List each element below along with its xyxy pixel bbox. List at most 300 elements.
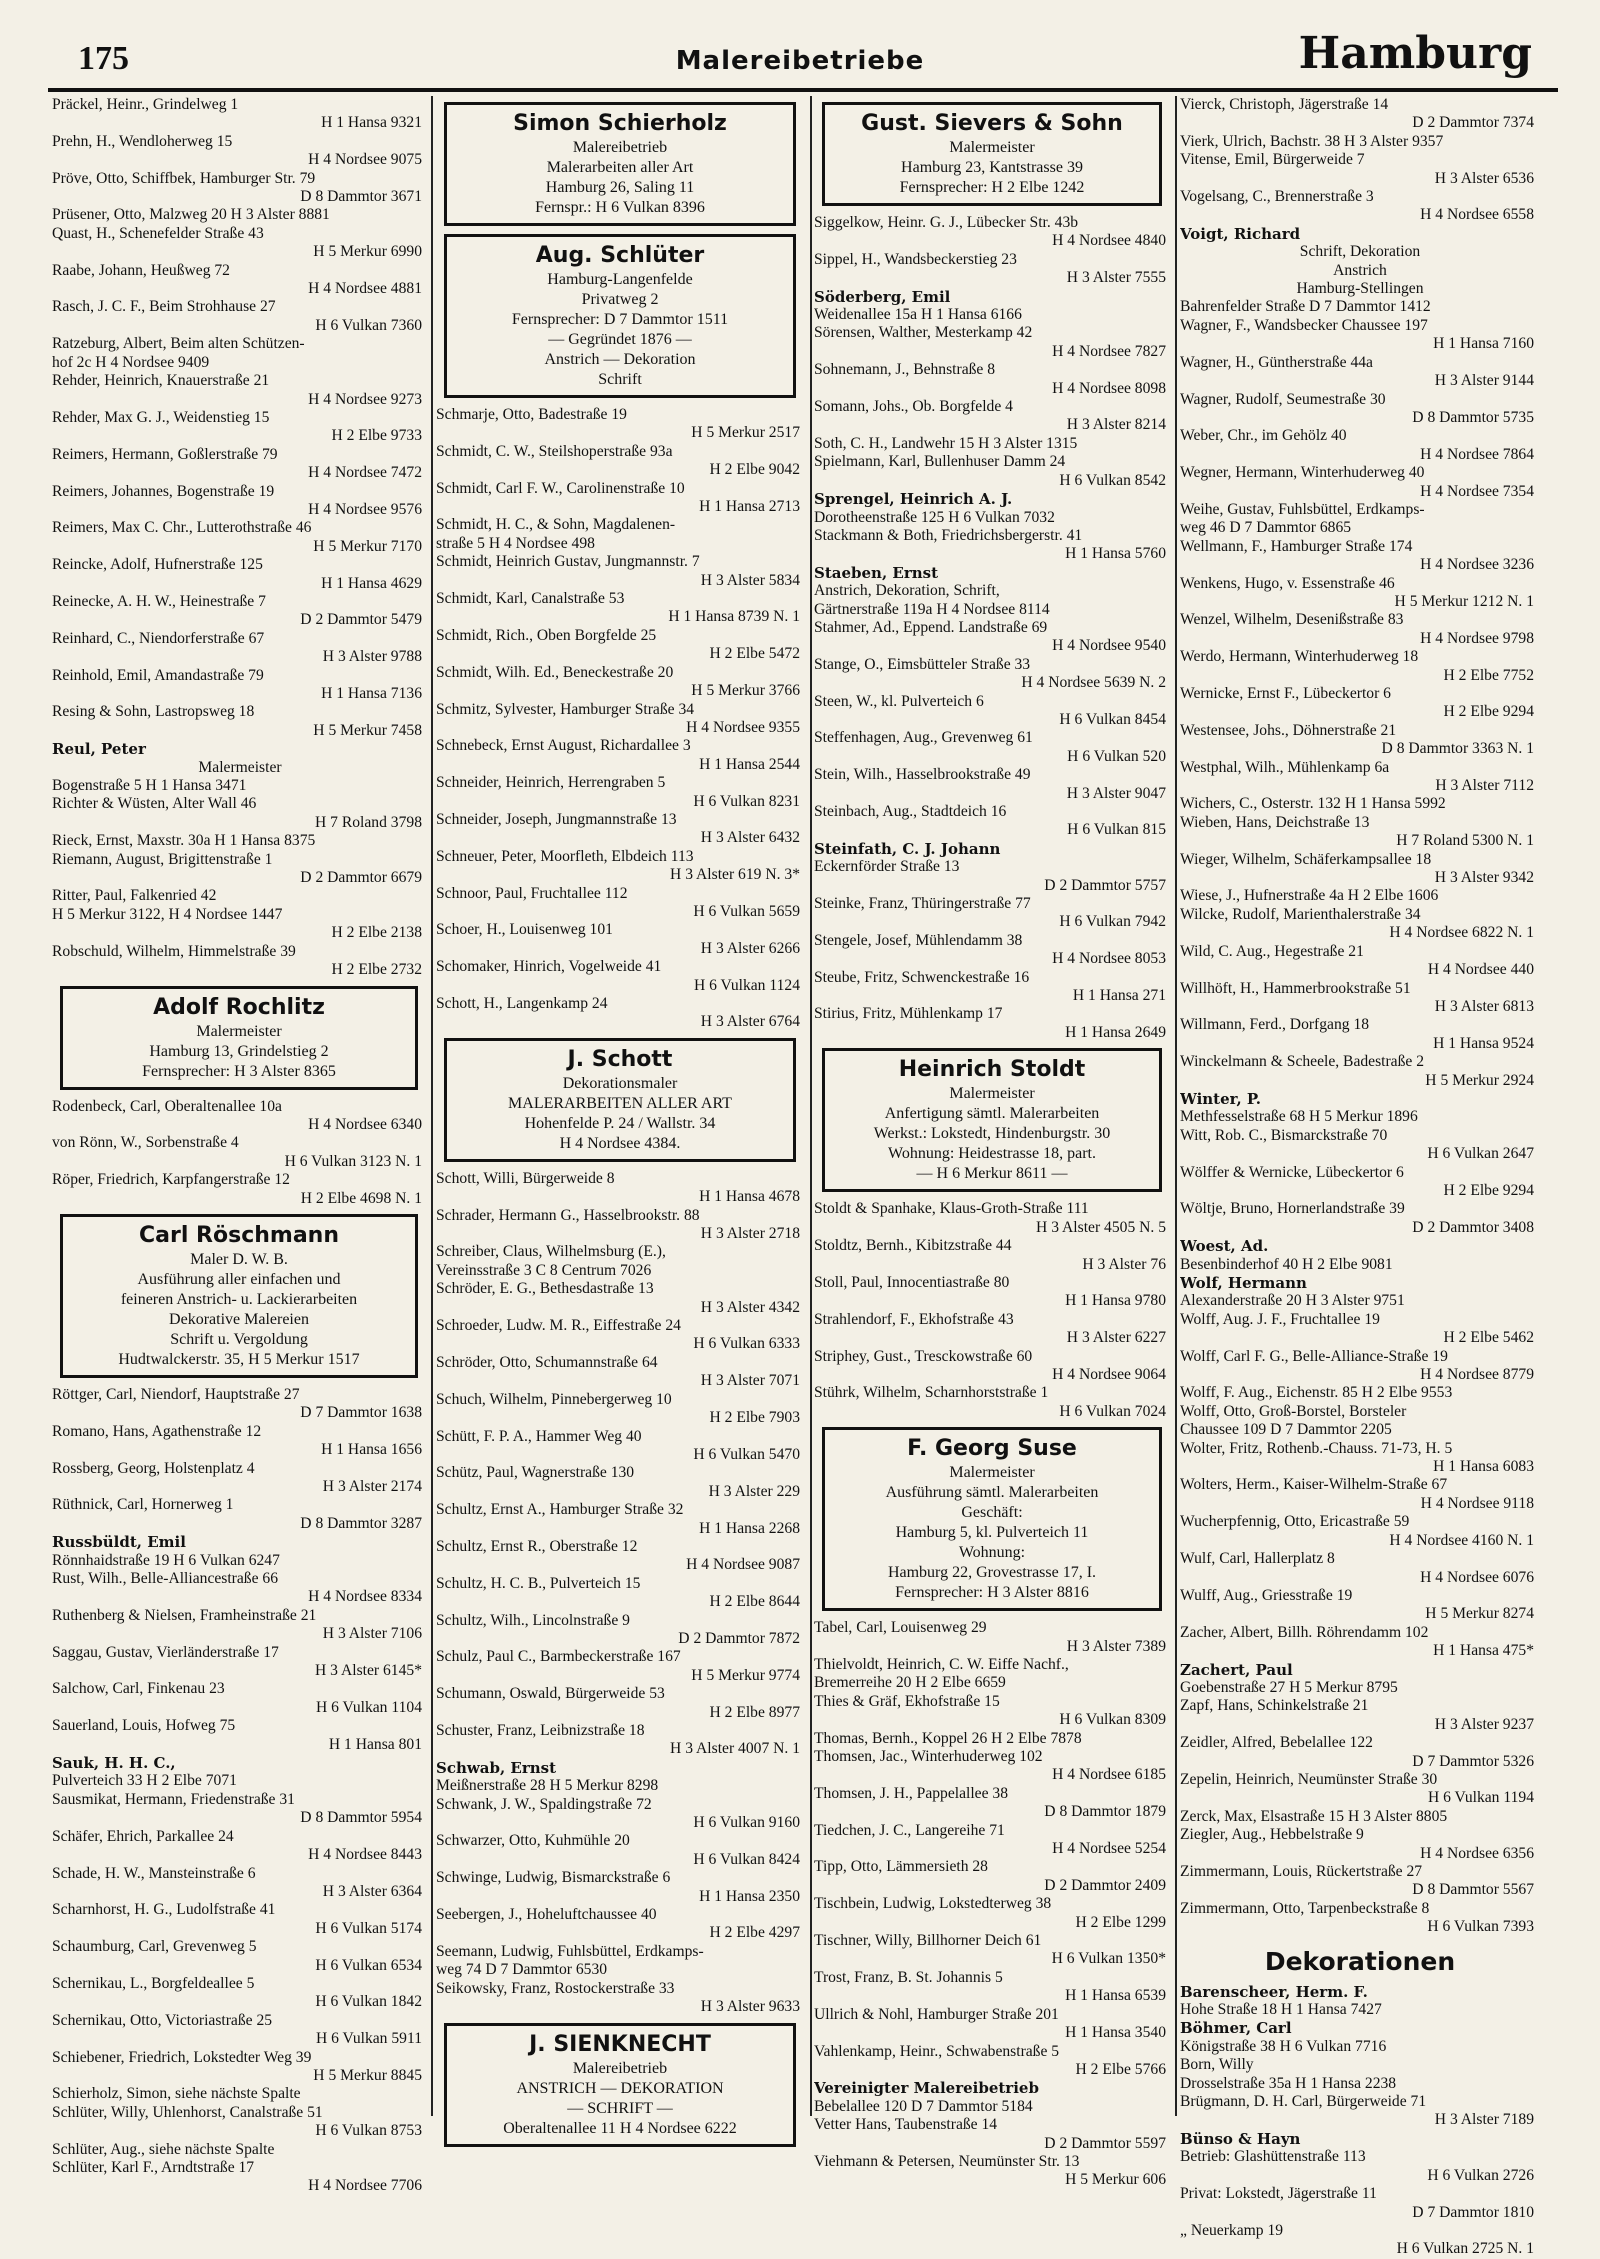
entry-phone: H 6 Vulkan 1194: [1427, 1789, 1534, 1807]
directory-entry: Schoer, H., Louisenweg 101: [436, 921, 613, 939]
ad-line: Geschäft:: [961, 1504, 1023, 1522]
directory-entry: Vitense, Emil, Bürgerweide 7: [1180, 151, 1365, 169]
directory-entry: Sausmikat, Hermann, Friedenstraße 31: [52, 1790, 295, 1808]
directory-entry: Schnebeck, Ernst August, Richardallee 3: [436, 737, 691, 755]
entry-phone: H 1 Hansa 9321: [321, 114, 422, 132]
ad-line: Malermeister: [196, 1022, 282, 1040]
directory-entry: Thomsen, Jac., Winterhuderweg 102: [814, 1748, 1043, 1765]
directory-entry: Vetter Hans, Taubenstraße 14: [814, 2116, 998, 2134]
entry-phone: H 3 Alster 9788: [322, 648, 422, 666]
ad-line: Hamburg 26, Saling 11: [545, 179, 695, 196]
entry-phone: H 6 Vulkan 2647: [1427, 1145, 1534, 1163]
directory-entry: Schröder, Otto, Schumannstraße 64: [436, 1353, 658, 1371]
entry-phone: H 6 Vulkan 7942: [1059, 913, 1166, 931]
entry-phone: D 2 Dammtor 3408: [1412, 1218, 1534, 1236]
entry-phone: D 2 Dammtor 7872: [678, 1629, 800, 1647]
entry-phone: H 6 Vulkan 8753: [315, 2122, 422, 2140]
section-title: Malereibetriebe: [675, 46, 925, 76]
directory-entry: Brügmann, D. H. Carl, Bürgerweide 71: [1180, 2093, 1427, 2111]
directory-entry: hof 2c H 4 Nordsee 9409: [52, 353, 210, 371]
directory-entry: Wolff, Otto, Groß-Borstel, Borsteler: [1180, 1402, 1407, 1420]
directory-entry: Trost, Franz, B. St. Johannis 5: [814, 1968, 1003, 1986]
entry-phone: H 6 Vulkan 7360: [315, 316, 422, 334]
column-2: [436, 96, 806, 2155]
entry-phone: H 2 Elbe 7903: [709, 1409, 800, 1427]
entry-phone: H 3 Alster 9144: [1434, 372, 1534, 390]
entry-phone: H 1 Hansa 271: [1072, 987, 1166, 1005]
advertisement-box: [822, 102, 1162, 206]
entry-phone: H 4 Nordsee 7864: [1420, 445, 1534, 463]
directory-entry: Schmidt, C. W., Steilshoperstraße 93a: [436, 442, 673, 460]
entry-phone: H 3 Alster 9342: [1434, 869, 1534, 887]
entry-phone: D 8 Dammtor 5954: [300, 1809, 422, 1827]
directory-entry: Steube, Fritz, Schwenckestraße 16: [814, 968, 1030, 986]
entry-phone: H 3 Alster 7071: [700, 1372, 800, 1390]
directory-entry: Riemann, August, Brigittenstraße 1: [52, 850, 273, 868]
directory-entry: Betrieb: Glashüttenstraße 113: [1180, 2148, 1366, 2166]
directory-entry: Dorotheenstraße 125 H 6 Vulkan 7032: [814, 508, 1055, 526]
entry-phone: H 4 Nordsee 6340: [308, 1115, 422, 1133]
directory-entry: Wegner, Hermann, Winterhuderweg 40: [1180, 464, 1425, 482]
entry-phone: H 4 Nordsee 5639 N. 2: [1021, 674, 1166, 692]
directory-entry: Saggau, Gustav, Vierländerstraße 17: [52, 1643, 279, 1661]
entry-phone: H 5 Merkur 8845: [313, 2066, 422, 2084]
directory-entry: Steen, W., kl. Pulverteich 6: [814, 692, 984, 710]
directory-entry: Robschuld, Wilhelm, Himmelstraße 39: [52, 942, 296, 960]
entry-phone: H 1 Hansa 2350: [699, 1887, 800, 1905]
directory-entry: Pröve, Otto, Schiffbek, Hamburger Str. 79: [52, 169, 316, 187]
directory-entry: Rodenbeck, Carl, Oberaltenallee 10a: [52, 1097, 282, 1115]
entry-phone: H 4 Nordsee 6822 N. 1: [1389, 924, 1534, 942]
directory-entry: Schneider, Joseph, Jungmannstraße 13: [436, 810, 677, 828]
directory-entry: Zerck, Max, Elsastraße 15 H 3 Alster 8805: [1180, 1807, 1448, 1825]
directory-entry: Wichers, C., Osterstr. 132 H 1 Hansa 5992: [1180, 795, 1446, 813]
directory-entry: Raabe, Johann, Heußweg 72: [52, 261, 230, 279]
ad-line: Hamburg 5, kl. Pulverteich 11: [895, 1524, 1089, 1542]
directory-entry: Sippel, H., Wandsbeckerstieg 23: [814, 250, 1017, 268]
directory-entry: Wenzel, Wilhelm, Desenißstraße 83: [1180, 611, 1404, 629]
entry-phone: H 4 Nordsee 8098: [1052, 379, 1166, 397]
entry-phone: D 2 Dammtor 5757: [1044, 876, 1166, 894]
ad-title: Adolf Rochlitz: [153, 994, 325, 1020]
directory-entry: Schneider, Heinrich, Herrengraben 5: [436, 774, 666, 792]
directory-entry: Schäfer, Ehrich, Parkallee 24: [52, 1827, 234, 1845]
directory-entry: Rönnhaidstraße 19 H 6 Vulkan 6247: [52, 1551, 280, 1569]
entry-phone: D 8 Dammtor 1879: [1044, 1803, 1166, 1821]
advertisement-box: [822, 1048, 1162, 1192]
advertisement-box: [60, 1214, 418, 1378]
entry-phone: H 4 Nordsee 6185: [1052, 1766, 1166, 1784]
directory-entry: Strahlendorf, F., Ekhofstraße 43: [814, 1310, 1014, 1328]
entry-phone: H 6 Vulkan 6333: [693, 1335, 800, 1353]
ad-line: Malerarbeiten aller Art: [546, 159, 694, 176]
directory-entry: Siggelkow, Heinr. G. J., Lübecker Str. 43b: [814, 214, 1079, 231]
directory-entry: Somann, Johs., Ob. Borgfelde 4: [814, 398, 1013, 416]
entry-phone: H 4 Nordsee 8053: [1052, 950, 1166, 968]
directory-entry: Wölffer & Wernicke, Lübeckertor 6: [1180, 1163, 1404, 1181]
directory-entry: Schmidt, Karl, Canalstraße 53: [436, 590, 625, 608]
ad-line: H 4 Nordsee 4384.: [559, 1134, 681, 1152]
entry-phone: H 2 Elbe 5766: [1075, 2060, 1166, 2078]
entry-phone: H 1 Hansa 801: [328, 1735, 422, 1753]
entry-phone: H 3 Alster 7555: [1066, 269, 1166, 287]
directory-entry: Reimers, Hermann, Goßlerstraße 79: [52, 445, 278, 463]
advertisement-box: [444, 234, 796, 398]
entry-phone: H 4 Nordsee 7472: [308, 464, 422, 482]
entry-phone: D 8 Dammtor 3671: [300, 188, 422, 206]
directory-entry: Goebenstraße 27 H 5 Merkur 8795: [1180, 1678, 1398, 1696]
directory-entry: Rieck, Ernst, Maxstr. 30a H 1 Hansa 8375: [52, 832, 316, 850]
ad-title: Aug. Schlüter: [535, 243, 705, 268]
ad-line: Malermeister: [949, 1085, 1035, 1103]
directory-entry: Zeidler, Alfred, Bebelallee 122: [1180, 1734, 1373, 1752]
entry-phone: H 6 Vulkan 520: [1067, 747, 1166, 765]
directory-entry: Wöltje, Bruno, Hornerlandstraße 39: [1180, 1200, 1405, 1218]
directory-entry: Spielmann, Karl, Bullenhuser Damm 24: [814, 453, 1066, 471]
directory-entry: weg 46 D 7 Dammtor 6865: [1180, 519, 1352, 537]
ad-title: Gust. Sievers & Sohn: [861, 111, 1123, 136]
directory-entry: Rehder, Heinrich, Knauerstraße 21: [52, 372, 270, 390]
entry-phone: H 3 Alster 9633: [700, 1998, 800, 2016]
directory-entry: Wulf, Carl, Hallerplatz 8: [1180, 1550, 1335, 1568]
directory-entry: Schmitz, Sylvester, Hamburger Straße 34: [436, 700, 695, 718]
entry-phone: H 1 Hansa 2544: [699, 755, 800, 773]
ad-line: Fernsprecher: D 7 Dammtor 1511: [511, 311, 729, 328]
entry-phone: H 1 Hansa 9524: [1433, 1034, 1534, 1052]
directory-entry: Röttger, Carl, Niendorf, Hauptstraße 27: [52, 1385, 300, 1403]
ad-title: Carl Röschmann: [139, 1222, 339, 1248]
directory-entry: Stoldtz, Bernh., Kibitzstraße 44: [814, 1237, 1012, 1255]
directory-entry: Vierck, Christoph, Jägerstraße 14: [1180, 96, 1389, 113]
directory-entry: Stirius, Fritz, Mühlenkamp 17: [814, 1005, 1003, 1023]
directory-entry: Privat: Lokstedt, Jägerstraße 11: [1180, 2185, 1377, 2203]
entry-phone: H 5 Merkur 1212 N. 1: [1394, 592, 1534, 610]
ad-line: Wohnung:: [958, 1544, 1026, 1562]
directory-entry: Ruthenberg & Nielsen, Framheinstraße 21: [52, 1606, 317, 1624]
directory-entry: Stührk, Wilhelm, Scharnhorststraße 1: [814, 1384, 1049, 1402]
entry-phone: H 4 Nordsee 9540: [1052, 637, 1166, 655]
directory-entry: Zepelin, Heinrich, Neumünster Straße 30: [1180, 1770, 1438, 1788]
entry-phone: H 1 Hansa 3540: [1065, 2024, 1166, 2042]
entry-phone: H 5 Merkur 2924: [1425, 1071, 1534, 1089]
ad-line: Wohnung: Heidestrasse 18, part.: [888, 1145, 1096, 1163]
directory-entry: Tiedchen, J. C., Langereihe 71: [814, 1821, 1005, 1839]
ad-line: Fernsprecher: H 2 Elbe 1242: [899, 179, 1085, 196]
directory-entry: Schmidt, Carl F. W., Carolinenstraße 10: [436, 479, 685, 497]
subsection-heading: Dekorationen: [1264, 1946, 1456, 1976]
entry-phone: H 1 Hansa 475*: [1433, 1642, 1534, 1660]
entry-phone: H 3 Alster 4505 N. 5: [1036, 1218, 1166, 1236]
directory-entry: Wolff, Aug. J. F., Fruchtallee 19: [1180, 1310, 1380, 1328]
entry-phone: H 7 Roland 5300 N. 1: [1396, 832, 1534, 850]
ad-line: Fernsprecher: H 3 Alster 8816: [895, 1584, 1089, 1602]
directory-entry: „ Neuerkamp 19: [1180, 2221, 1284, 2239]
directory-entry: Stoldt & Spanhake, Klaus-Groth-Straße 111: [814, 1200, 1089, 1218]
directory-entry: Richter & Wüsten, Alter Wall 46: [52, 795, 257, 813]
directory-entry: Salchow, Carl, Finkenau 23: [52, 1680, 225, 1698]
directory-entry: Wiese, J., Hufnerstraße 4a H 2 Elbe 1606: [1180, 887, 1439, 905]
ad-line: Schrift u. Vergoldung: [170, 1330, 308, 1348]
directory-entry: Schumann, Oswald, Bürgerweide 53: [436, 1685, 665, 1703]
entry-phone: H 1 Hansa 5760: [1065, 545, 1166, 563]
entry-name-bold: Staeben, Ernst: [814, 563, 939, 582]
entry-phone: H 6 Vulkan 3123 N. 1: [284, 1152, 422, 1170]
entry-name-bold: Barenscheer, Herm. F.: [1180, 1982, 1368, 2001]
entry-phone: H 6 Vulkan 815: [1067, 821, 1166, 839]
entry-phone: H 4 Nordsee 6356: [1420, 1844, 1534, 1862]
entry-name-bold: Sauk, H. H. C.,: [52, 1754, 176, 1773]
directory-entry: Schwinge, Ludwig, Bismarckstraße 6: [436, 1869, 671, 1887]
directory-entry: Sohnemann, J., Behnstraße 8: [814, 361, 996, 379]
header-rule: [48, 88, 1558, 92]
entry-name-bold: Schwab, Ernst: [436, 1758, 557, 1777]
directory-entry: Rehder, Max G. J., Weidenstieg 15: [52, 408, 270, 426]
entry-name-bold: Söderberg, Emil: [814, 287, 951, 306]
directory-entry: Schade, H. W., Mansteinstraße 6: [52, 1864, 256, 1882]
ad-line: Oberaltenallee 11 H 4 Nordsee 6222: [503, 2119, 737, 2137]
directory-entry: Stein, Wilh., Hasselbrookstraße 49: [814, 766, 1031, 784]
ad-line: MALERARBEITEN ALLER ART: [508, 1094, 732, 1112]
directory-entry: Wenkens, Hugo, v. Essenstraße 46: [1180, 574, 1395, 592]
directory-entry: Vierk, Ulrich, Bachstr. 38 H 3 Alster 9357: [1180, 132, 1444, 150]
ad-line: — H 6 Merkur 8611 —: [916, 1165, 1068, 1183]
entry-phone: H 1 Hansa 2649: [1065, 1023, 1166, 1041]
ad-title: Simon Schierholz: [513, 111, 727, 136]
entry-phone: H 3 Alster 6364: [322, 1882, 422, 1900]
directory-entry: Tabel, Carl, Louisenweg 29: [814, 1619, 987, 1637]
directory-entry: Schierholz, Simon, siehe nächste Spalte: [52, 2085, 301, 2103]
city-title: Hamburg: [1298, 28, 1532, 79]
directory-entry: Rasch, J. C. F., Beim Strohhause 27: [52, 298, 276, 316]
column-divider: [1175, 96, 1177, 2116]
entry-phone: H 3 Alster 7389: [1066, 1637, 1166, 1655]
entry-phone: H 4 Nordsee 7354: [1420, 482, 1534, 500]
directory-entry: Schuch, Wilhelm, Pinnebergerweg 10: [436, 1390, 672, 1408]
entry-name-bold: Woest, Ad.: [1180, 1237, 1269, 1256]
entry-phone: H 3 Alster 6227: [1066, 1329, 1166, 1347]
ad-line: Maler D. W. B.: [190, 1250, 288, 1268]
ad-line: Malermeister: [949, 1464, 1035, 1482]
entry-phone: H 2 Elbe 2732: [331, 961, 422, 979]
directory-entry: Prehn, H., Wendloherweg 15: [52, 132, 233, 150]
entry-phone: H 4 Nordsee 8443: [308, 1846, 422, 1864]
directory-entry: Thomsen, J. H., Pappelallee 38: [814, 1784, 1009, 1802]
directory-entry: Reinecke, A. H. W., Heinestraße 7: [52, 592, 266, 610]
advertisement-box: [60, 986, 418, 1090]
directory-entry: Rüthnick, Carl, Hornerweg 1: [52, 1496, 234, 1514]
entry-phone: H 3 Alster 9237: [1434, 1715, 1534, 1733]
entry-phone: H 3 Alster 76: [1082, 1255, 1166, 1273]
entry-phone: H 4 Nordsee 4881: [308, 280, 422, 298]
entry-phone: H 2 Elbe 2138: [331, 924, 422, 942]
directory-entry: Seebergen, J., Hoheluftchaussee 40: [436, 1906, 657, 1924]
entry-phone: H 5 Merkur 3766: [691, 682, 800, 700]
directory-entry: Chaussee 109 D 7 Dammtor 2205: [1180, 1421, 1392, 1439]
entry-subtitle: Anstrich: [1333, 261, 1387, 279]
entry-phone: H 2 Elbe 4297: [709, 1924, 800, 1942]
entry-phone: D 7 Dammtor 1810: [1412, 2203, 1534, 2221]
directory-entry: Tischner, Willy, Billhorner Deich 61: [814, 1932, 1042, 1950]
entry-phone: H 4 Nordsee 6558: [1420, 206, 1534, 224]
directory-entry: Thies & Gräf, Ekhofstraße 15: [814, 1692, 1000, 1710]
directory-entry: Quast, H., Schenefelder Straße 43: [52, 224, 264, 242]
entry-phone: H 3 Alster 6266: [700, 939, 800, 957]
directory-entry: Witt, Rob. C., Bismarckstraße 70: [1180, 1126, 1388, 1144]
ad-line: Fernsprecher: H 3 Alster 8365: [142, 1062, 336, 1080]
ad-line: Dekorative Malereien: [169, 1310, 309, 1328]
ad-line: feineren Anstrich- u. Lackierarbeiten: [120, 1290, 358, 1308]
directory-entry: Schiebener, Friedrich, Lokstedter Weg 39: [52, 2048, 312, 2066]
entry-name-bold: Winter, P.: [1180, 1089, 1261, 1108]
entry-phone: D 2 Dammtor 6679: [300, 869, 422, 887]
entry-phone: H 4 Nordsee 4840: [1052, 232, 1166, 250]
page-number: 175: [78, 40, 129, 77]
ad-line: Privatweg 2: [581, 291, 659, 308]
entry-phone: D 2 Dammtor 2409: [1044, 1876, 1166, 1894]
entry-phone: H 5 Merkur 8274: [1425, 1605, 1534, 1623]
directory-entry: Wieger, Wilhelm, Schäferkampsallee 18: [1180, 850, 1432, 868]
directory-entry: Meißnerstraße 28 H 5 Merkur 8298: [436, 1777, 659, 1795]
entry-subtitle: Schrift, Dekoration: [1299, 243, 1421, 261]
ad-title: Heinrich Stoldt: [898, 1057, 1086, 1083]
directory-entry: Besenbinderhof 40 H 2 Elbe 9081: [1180, 1255, 1393, 1273]
entry-phone: D 2 Dammtor 5597: [1044, 2134, 1166, 2152]
column-4: [1180, 96, 1540, 2259]
entry-phone: H 6 Vulkan 2725 N. 1: [1396, 2240, 1534, 2258]
ad-line: Malereibetrieb: [572, 2059, 668, 2077]
directory-entry: Westphal, Wilh., Mühlenkamp 6a: [1180, 758, 1390, 776]
entry-phone: H 4 Nordsee 6076: [1420, 1568, 1534, 1586]
directory-entry: Wulff, Aug., Griesstraße 19: [1180, 1586, 1353, 1604]
entry-phone: H 2 Elbe 9733: [331, 427, 422, 445]
directory-entry: Wagner, F., Wandsbecker Chaussee 197: [1180, 316, 1428, 334]
directory-entry: Wolff, Carl F. G., Belle-Alliance-Straße 19: [1180, 1347, 1448, 1365]
entry-phone: H 6 Vulkan 2726: [1427, 2166, 1534, 2184]
directory-entry: Schlüter, Karl F., Arndtstraße 17: [52, 2159, 255, 2176]
directory-entry: Vogelsang, C., Brennerstraße 3: [1180, 188, 1374, 206]
advertisement-box: [444, 2023, 796, 2147]
directory-entry: Pulverteich 33 H 2 Elbe 7071: [52, 1772, 237, 1790]
entry-phone: D 2 Dammtor 7374: [1412, 114, 1534, 132]
directory-entry: Stengele, Josef, Mühlendamm 38: [814, 931, 1023, 949]
directory-entry: Weber, Chr., im Gehölz 40: [1180, 427, 1347, 445]
directory-entry: Stange, O., Eimsbütteler Straße 33: [814, 655, 1031, 673]
entry-phone: H 2 Elbe 7752: [1443, 666, 1534, 684]
ad-line: Hudtwalckerstr. 35, H 5 Merkur 1517: [118, 1350, 360, 1368]
directory-entry: Schultz, Ernst A., Hamburger Straße 32: [436, 1501, 684, 1519]
entry-phone: H 2 Elbe 9294: [1443, 703, 1534, 721]
entry-phone: H 3 Alster 6145*: [315, 1662, 422, 1680]
ad-title: J. SIENKNECHT: [529, 2031, 711, 2057]
advertisement-box: [822, 1427, 1162, 1611]
entry-phone: H 6 Vulkan 6534: [315, 1956, 422, 1974]
entry-phone: H 3 Alster 6813: [1434, 997, 1534, 1015]
entry-phone: H 5 Merkur 2517: [691, 424, 800, 442]
directory-entry: Schroeder, Ludw. M. R., Eiffestraße 24: [436, 1317, 681, 1335]
ad-line: Hamburg 23, Kantstrasse 39: [901, 159, 1083, 176]
entry-phone: H 6 Vulkan 1124: [693, 976, 800, 994]
directory-entry: Soth, C. H., Landwehr 15 H 3 Alster 1315: [814, 434, 1078, 452]
entry-phone: H 6 Vulkan 5470: [693, 1445, 800, 1463]
entry-phone: H 5 Merkur 9774: [691, 1666, 800, 1684]
directory-entry: Reinhold, Emil, Amandastraße 79: [52, 666, 264, 684]
directory-entry: Schmidt, Rich., Oben Borgfelde 25: [436, 626, 657, 644]
directory-entry: Schröder, E. G., Bethesdastraße 13: [436, 1280, 654, 1298]
ad-line: Malereibetrieb: [572, 139, 668, 156]
entry-phone: H 6 Vulkan 5911: [315, 2030, 422, 2048]
directory-entry: Zapf, Hans, Schinkelstraße 21: [1180, 1697, 1369, 1715]
entry-phone: H 2 Elbe 9294: [1443, 1181, 1534, 1199]
directory-entry: Reimers, Johannes, Bogenstraße 19: [52, 482, 275, 500]
directory-entry: Steinbach, Aug., Stadtdeich 16: [814, 803, 1007, 820]
directory-entry: Born, Willy: [1180, 2056, 1254, 2074]
ad-line: Fernspr.: H 6 Vulkan 8396: [535, 199, 705, 216]
entry-subtitle: Malermeister: [198, 758, 282, 776]
ad-line: Anfertigung sämtl. Malerarbeiten: [884, 1105, 1100, 1123]
entry-phone: H 3 Alster 2718: [700, 1225, 800, 1243]
directory-entry: Thomas, Bernh., Koppel 26 H 2 Elbe 7878: [814, 1729, 1082, 1747]
ad-line: Schrift: [598, 371, 642, 388]
entry-phone: H 7 Roland 3798: [315, 813, 422, 831]
entry-phone: H 4 Nordsee 440: [1427, 961, 1534, 979]
directory-entry: Zacher, Albert, Billh. Röhrendamm 102: [1180, 1623, 1429, 1641]
entry-phone: H 4 Nordsee 9355: [686, 718, 800, 736]
directory-entry: Vahlenkamp, Heinr., Schwabenstraße 5: [814, 2042, 1060, 2060]
directory-entry: Ratzeburg, Albert, Beim alten Schützen-: [52, 335, 305, 353]
directory-entry: Schlüter, Aug., siehe nächste Spalte: [52, 2140, 275, 2158]
entry-phone: H 4 Nordsee 8779: [1420, 1366, 1534, 1384]
ad-title: J. Schott: [567, 1046, 673, 1072]
directory-entry: Winckelmann & Scheele, Badestraße 2: [1180, 1053, 1425, 1071]
ad-line: ANSTRICH — DEKORATION: [516, 2079, 724, 2097]
entry-phone: H 1 Hansa 6083: [1433, 1458, 1534, 1476]
directory-entry: Schütt, F. P. A., Hammer Weg 40: [436, 1427, 642, 1445]
entry-phone: H 4 Nordsee 7706: [308, 2177, 422, 2195]
directory-entry: Seikowsky, Franz, Rostockerstraße 33: [436, 1979, 675, 1997]
entry-phone: H 4 Nordsee 9273: [308, 390, 422, 408]
entry-phone: H 3 Alster 229: [708, 1482, 800, 1500]
directory-entry: Seemann, Ludwig, Fuhlsbüttel, Erdkamps-: [436, 1942, 704, 1960]
entry-phone: H 1 Hansa 2713: [699, 498, 800, 516]
entry-phone: H 4 Nordsee 4160 N. 1: [1389, 1531, 1534, 1549]
directory-entry: Sörensen, Walther, Mesterkamp 42: [814, 324, 1033, 342]
entry-name-bold: Reul, Peter: [52, 740, 146, 759]
entry-phone: H 4 Nordsee 3236: [1420, 556, 1534, 574]
directory-entry: Ziegler, Aug., Hebbelstraße 9: [1180, 1826, 1364, 1844]
entry-name-bold: Zachert, Paul: [1180, 1660, 1293, 1679]
ad-line: Anstrich — Dekoration: [544, 351, 696, 368]
entry-phone: D 8 Dammtor 5735: [1412, 408, 1534, 426]
directory-entry: Striphey, Gust., Tresckowstraße 60: [814, 1347, 1033, 1365]
directory-entry: Schmidt, H. C., & Sohn, Magdalenen-: [436, 516, 676, 534]
entry-phone: H 1 Hansa 2268: [699, 1519, 800, 1537]
directory-entry: Anstrich, Dekoration, Schrift,: [814, 582, 1000, 600]
directory-entry: Wolter, Fritz, Rothenb.-Chauss. 71-73, H. 5: [1180, 1439, 1453, 1457]
entry-phone: H 3 Alster 7106: [322, 1625, 422, 1643]
entry-phone: H 6 Vulkan 8454: [1059, 710, 1166, 728]
entry-phone: H 3 Alster 7189: [1434, 2111, 1534, 2129]
directory-entry: Schernikau, Otto, Victoriastraße 25: [52, 2011, 273, 2029]
directory-entry: Zimmermann, Louis, Rückertstraße 27: [1180, 1863, 1423, 1880]
entry-phone: H 3 Alster 4342: [700, 1298, 800, 1316]
entry-phone: H 3 Alster 9047: [1066, 784, 1166, 802]
entry-phone: D 8 Dammtor 5567: [1412, 1881, 1534, 1899]
ad-line: Ausführung sämtl. Malerarbeiten: [885, 1484, 1099, 1502]
directory-entry: Thielvoldt, Heinrich, C. W. Eiffe Nachf.,: [814, 1655, 1069, 1673]
entry-name-bold: Wolf, Hermann: [1180, 1274, 1307, 1292]
directory-entry: Schlüter, Willy, Uhlenhorst, Canalstraße 51: [52, 2103, 323, 2121]
directory-entry: Reimers, Max C. Chr., Lutterothstraße 46: [52, 519, 312, 537]
